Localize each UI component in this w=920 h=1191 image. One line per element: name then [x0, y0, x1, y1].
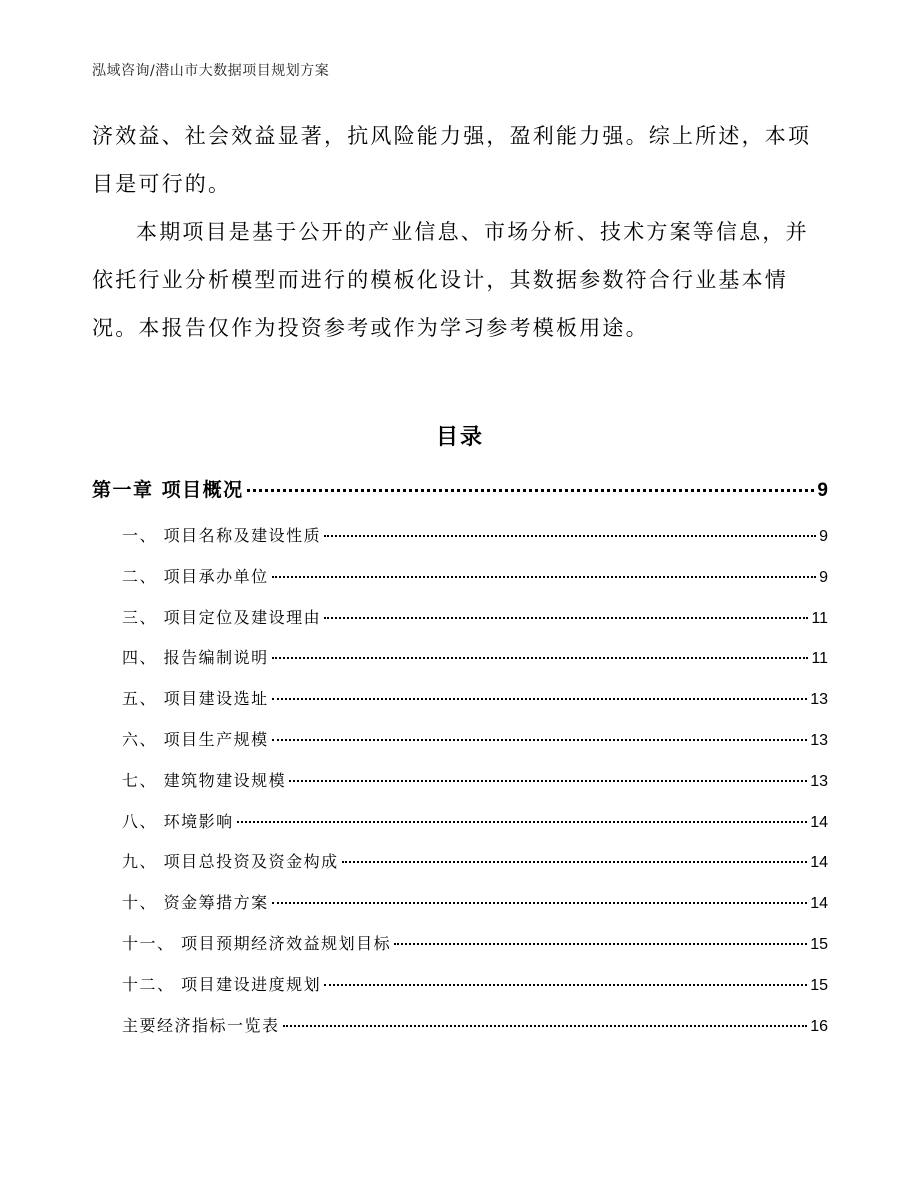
- toc-entry-page: 15: [810, 976, 828, 994]
- toc-entry-label: 三、 项目定位及建设理由: [122, 607, 322, 627]
- toc-entry-label: 九、 项目总投资及资金构成: [122, 852, 339, 872]
- toc-entry-page: 13: [810, 731, 828, 749]
- page-header: 泓域咨询/潜山市大数据项目规划方案: [92, 63, 330, 79]
- toc-chapter-page: 9: [817, 480, 828, 501]
- toc-entry-label: 六、 项目生产规模: [122, 729, 269, 749]
- toc-entry-page: 14: [810, 895, 828, 913]
- toc-entry[interactable]: [92, 686, 828, 727]
- toc-entry[interactable]: [92, 564, 828, 605]
- toc-leader-dots: [237, 821, 808, 823]
- toc-leader-dots: [283, 1025, 808, 1027]
- toc-entry-page: 11: [811, 609, 828, 627]
- toc-leader-dots: [272, 902, 808, 904]
- toc-entry[interactable]: [92, 972, 828, 1013]
- toc-entry-label: 四、 报告编制说明: [122, 648, 269, 668]
- toc-entry-label: 一、 项目名称及建设性质: [122, 526, 322, 545]
- toc-entry[interactable]: [92, 931, 828, 972]
- toc-entry-page: 16: [810, 1017, 828, 1035]
- toc-entry[interactable]: [92, 1013, 828, 1054]
- toc-entry-label: 十二、 项目建设进度规划: [122, 974, 322, 994]
- toc-entry-page: 13: [810, 772, 828, 790]
- toc-entry[interactable]: [92, 890, 828, 931]
- header-divider: [92, 84, 828, 85]
- toc-entry-label: 八、 环境影响: [122, 811, 234, 831]
- toc-entry[interactable]: [92, 809, 828, 850]
- toc-entry-page: 9: [819, 528, 828, 545]
- toc-entry-page: 14: [810, 854, 828, 872]
- toc-entry-page: 15: [810, 935, 828, 953]
- toc-entry-page: 14: [810, 813, 828, 831]
- toc-entry-page: 13: [810, 691, 828, 709]
- toc-entry-label: 十、 资金筹措方案: [122, 893, 269, 913]
- toc-entry-page: 9: [819, 568, 828, 586]
- toc-chapter-label: 第一章 项目概况: [92, 479, 244, 501]
- toc-chapter-1[interactable]: [92, 475, 828, 523]
- body-paragraph-1: 济效益、社会效益显著，抗风险能力强，盈利能力强。综上所述，本项目是可行的。: [92, 124, 812, 196]
- toc-leader-dots: [324, 617, 808, 619]
- toc-leader-dots: [272, 739, 808, 741]
- toc-entry[interactable]: [92, 523, 828, 564]
- toc-leader-dots: [289, 780, 807, 782]
- toc-leader-dots: [324, 535, 816, 537]
- body-text: [92, 112, 828, 352]
- toc-entry-label: 七、 建筑物建设规模: [122, 770, 287, 790]
- body-paragraph-2: 本期项目是基于公开的产业信息、市场分析、技术方案等信息，并依托行业分析模型而进行的模板化设计，其数据参数符合行业基本情况。本报告仅作为投资参考或作为学习参考模板用途。: [92, 220, 809, 340]
- toc-leader-dots: [324, 984, 807, 986]
- toc-entry-label: 五、 项目建设选址: [122, 689, 269, 709]
- toc-entry-page: 11: [811, 650, 828, 668]
- toc-leader-dots: [272, 657, 809, 659]
- table-of-contents: [92, 475, 828, 1053]
- toc-leader-dots: [272, 698, 808, 700]
- toc-title: 目录: [435, 425, 484, 450]
- toc-entry[interactable]: [92, 727, 828, 768]
- toc-leader-dots: [342, 861, 808, 863]
- toc-entry[interactable]: [92, 849, 828, 890]
- toc-entry[interactable]: [92, 605, 828, 646]
- toc-leader-dots: [247, 489, 815, 492]
- toc-entry[interactable]: [92, 645, 828, 686]
- toc-leader-dots: [394, 943, 807, 945]
- toc-entry-label: 二、 项目承办单位: [122, 566, 269, 586]
- toc-entry[interactable]: [92, 768, 828, 809]
- toc-entry-label: 十一、 项目预期经济效益规划目标: [122, 933, 392, 953]
- toc-leader-dots: [272, 576, 817, 578]
- toc-entry-label: 主要经济指标一览表: [122, 1015, 280, 1035]
